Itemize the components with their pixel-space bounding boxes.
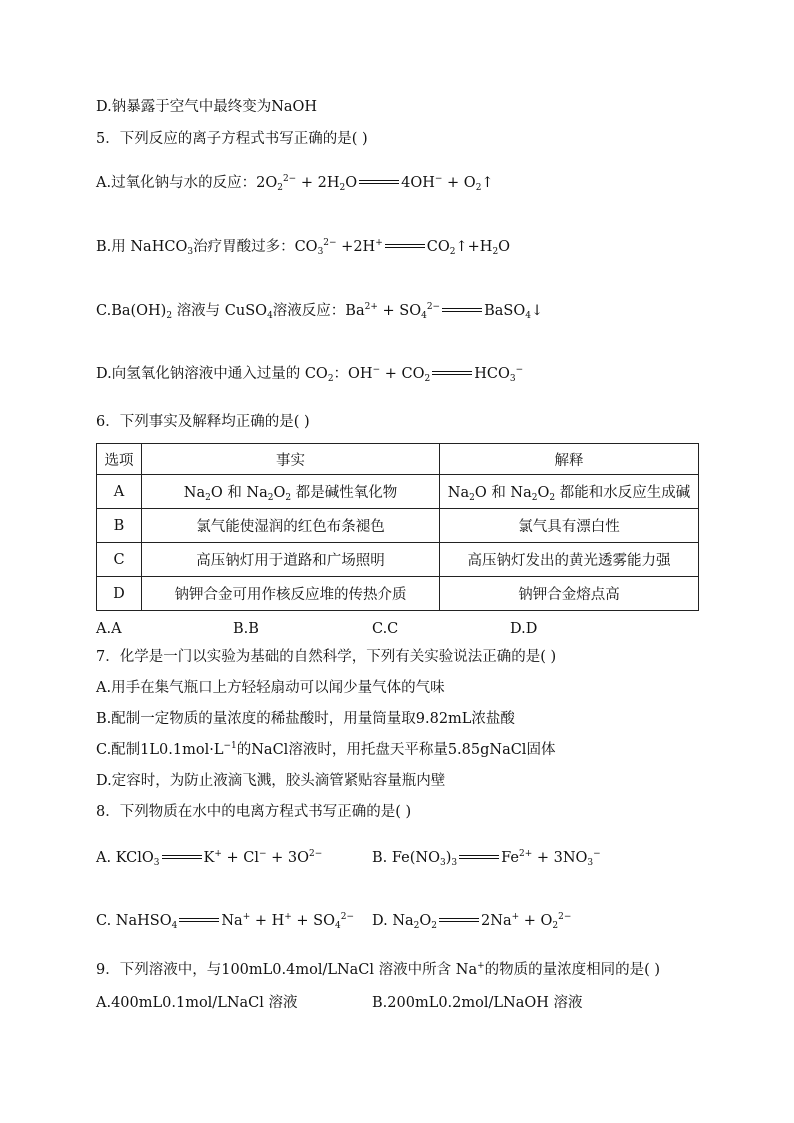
row-option: A — [97, 475, 142, 509]
q7-option-a: A.用手在集气瓶口上方轻轻扇动可以闻少量气体的气味 — [96, 680, 445, 696]
q7-option-c: C.配制$1L0.1mol\cdot L^{-1}$的NaCl溶液时，用托盘天平称量5.85gNaCl固体 — [96, 741, 556, 758]
q6-choice-b: B.B — [233, 621, 259, 637]
q5-option-a: A.过氧化钠与水的反应：$2O_2^{2-} + 2H_2O$ $4OH^- + O_2↑$ — [96, 174, 494, 193]
row-option: D — [97, 577, 142, 611]
q8-option-d: D. $Na_2O_2$ $2Na^+ + O_2^{2-}$ — [372, 912, 572, 931]
q6-choice-c: C.C — [372, 621, 399, 637]
header-fact: 事实 — [142, 444, 440, 475]
q7-option-b: B.配制一定物质的量浓度的稀盐酸时，用量筒量取9.82mL浓盐酸 — [96, 711, 515, 727]
q8-option-c: C. NaHSO$_4$ $Na^+ + H^+ + SO_4^{2-}$ — [96, 912, 355, 931]
q9-option-a: A.400mL0.1mol/LNaCl 溶液 — [96, 995, 298, 1011]
table-row — [97, 475, 699, 509]
q6-choice-a: A.A — [96, 621, 122, 637]
row-fact: 钠钾合金可用作核反应堆的传热介质 — [142, 577, 440, 611]
q8-option-a: A. KClO$_3$ $K^+ + Cl^- + 3O^{2-}$ — [96, 849, 323, 868]
table-row — [97, 509, 699, 543]
row-reason: $Na_2O$ 和 $Na_2O_2$ 都能和水反应生成碱 — [440, 475, 699, 509]
header-reason: 解释 — [440, 444, 699, 475]
q4-option-d: D.钠暴露于空气中最终变为NaOH — [96, 99, 318, 115]
q9-option-b: B.200mL0.2mol/LNaOH 溶液 — [372, 995, 583, 1011]
q6-choice-d: D.D — [510, 621, 538, 637]
row-reason: 高压钠灯发出的黄光透雾能力强 — [440, 543, 699, 577]
row-option: C — [97, 543, 142, 577]
table-header-row — [97, 444, 699, 475]
q6-stem: 6．下列事实及解释均正确的是( ) — [96, 414, 310, 430]
q5-option-b: B.用 NaHCO$_3$治疗胃酸过多：$CO_3^{2-} +2H^+$ $CO_2↑+H_2O$ — [96, 238, 511, 257]
header-option: 选项 — [97, 444, 142, 475]
q8-stem: 8．下列物质在水中的电离方程式书写正确的是( ) — [96, 804, 412, 820]
q7-stem: 7．化学是一门以实验为基础的自然科学，下列有关实验说法正确的是( ) — [96, 649, 557, 665]
q7-option-d: D.定容时，为防止液滴飞溅，胶头滴管紧贴容量瓶内壁 — [96, 773, 446, 789]
row-fact: 高压钠灯用于道路和广场照明 — [142, 543, 440, 577]
q9-stem: 9．下列溶液中，与100mL0.4mol/LNaCl 溶液中所含 Na+的物质的量浓度相同的是( ) — [96, 961, 661, 978]
q8-option-b: B. $Fe(NO_3)_3$ $Fe^{2+} + 3NO_3^-$ — [372, 849, 601, 868]
row-reason: 钠钾合金熔点高 — [440, 577, 699, 611]
row-fact: 氯气能使湿润的红色布条褪色 — [142, 509, 440, 543]
table-row — [97, 543, 699, 577]
row-fact: $Na_2O$ 和 $Na_2O_2$ 都是碱性氧化物 — [142, 475, 440, 509]
q5-option-d: D.向氢氧化钠溶液中通入过量的 $CO_2$：$OH^- + CO_2$ $HCO_3^-$ — [96, 365, 524, 384]
q5-option-c: $C.Ba(OH)_2$ 溶液与 CuSO$_4$溶液反应：$Ba^{2+} + SO_4^{2-}$ BaSO$_4$↓ — [96, 302, 544, 321]
table-row — [97, 577, 699, 611]
q5-stem: 5．下列反应的离子方程式书写正确的是( ) — [96, 131, 368, 147]
row-option: B — [97, 509, 142, 543]
q6-table — [96, 443, 699, 611]
row-reason: 氯气具有漂白性 — [440, 509, 699, 543]
